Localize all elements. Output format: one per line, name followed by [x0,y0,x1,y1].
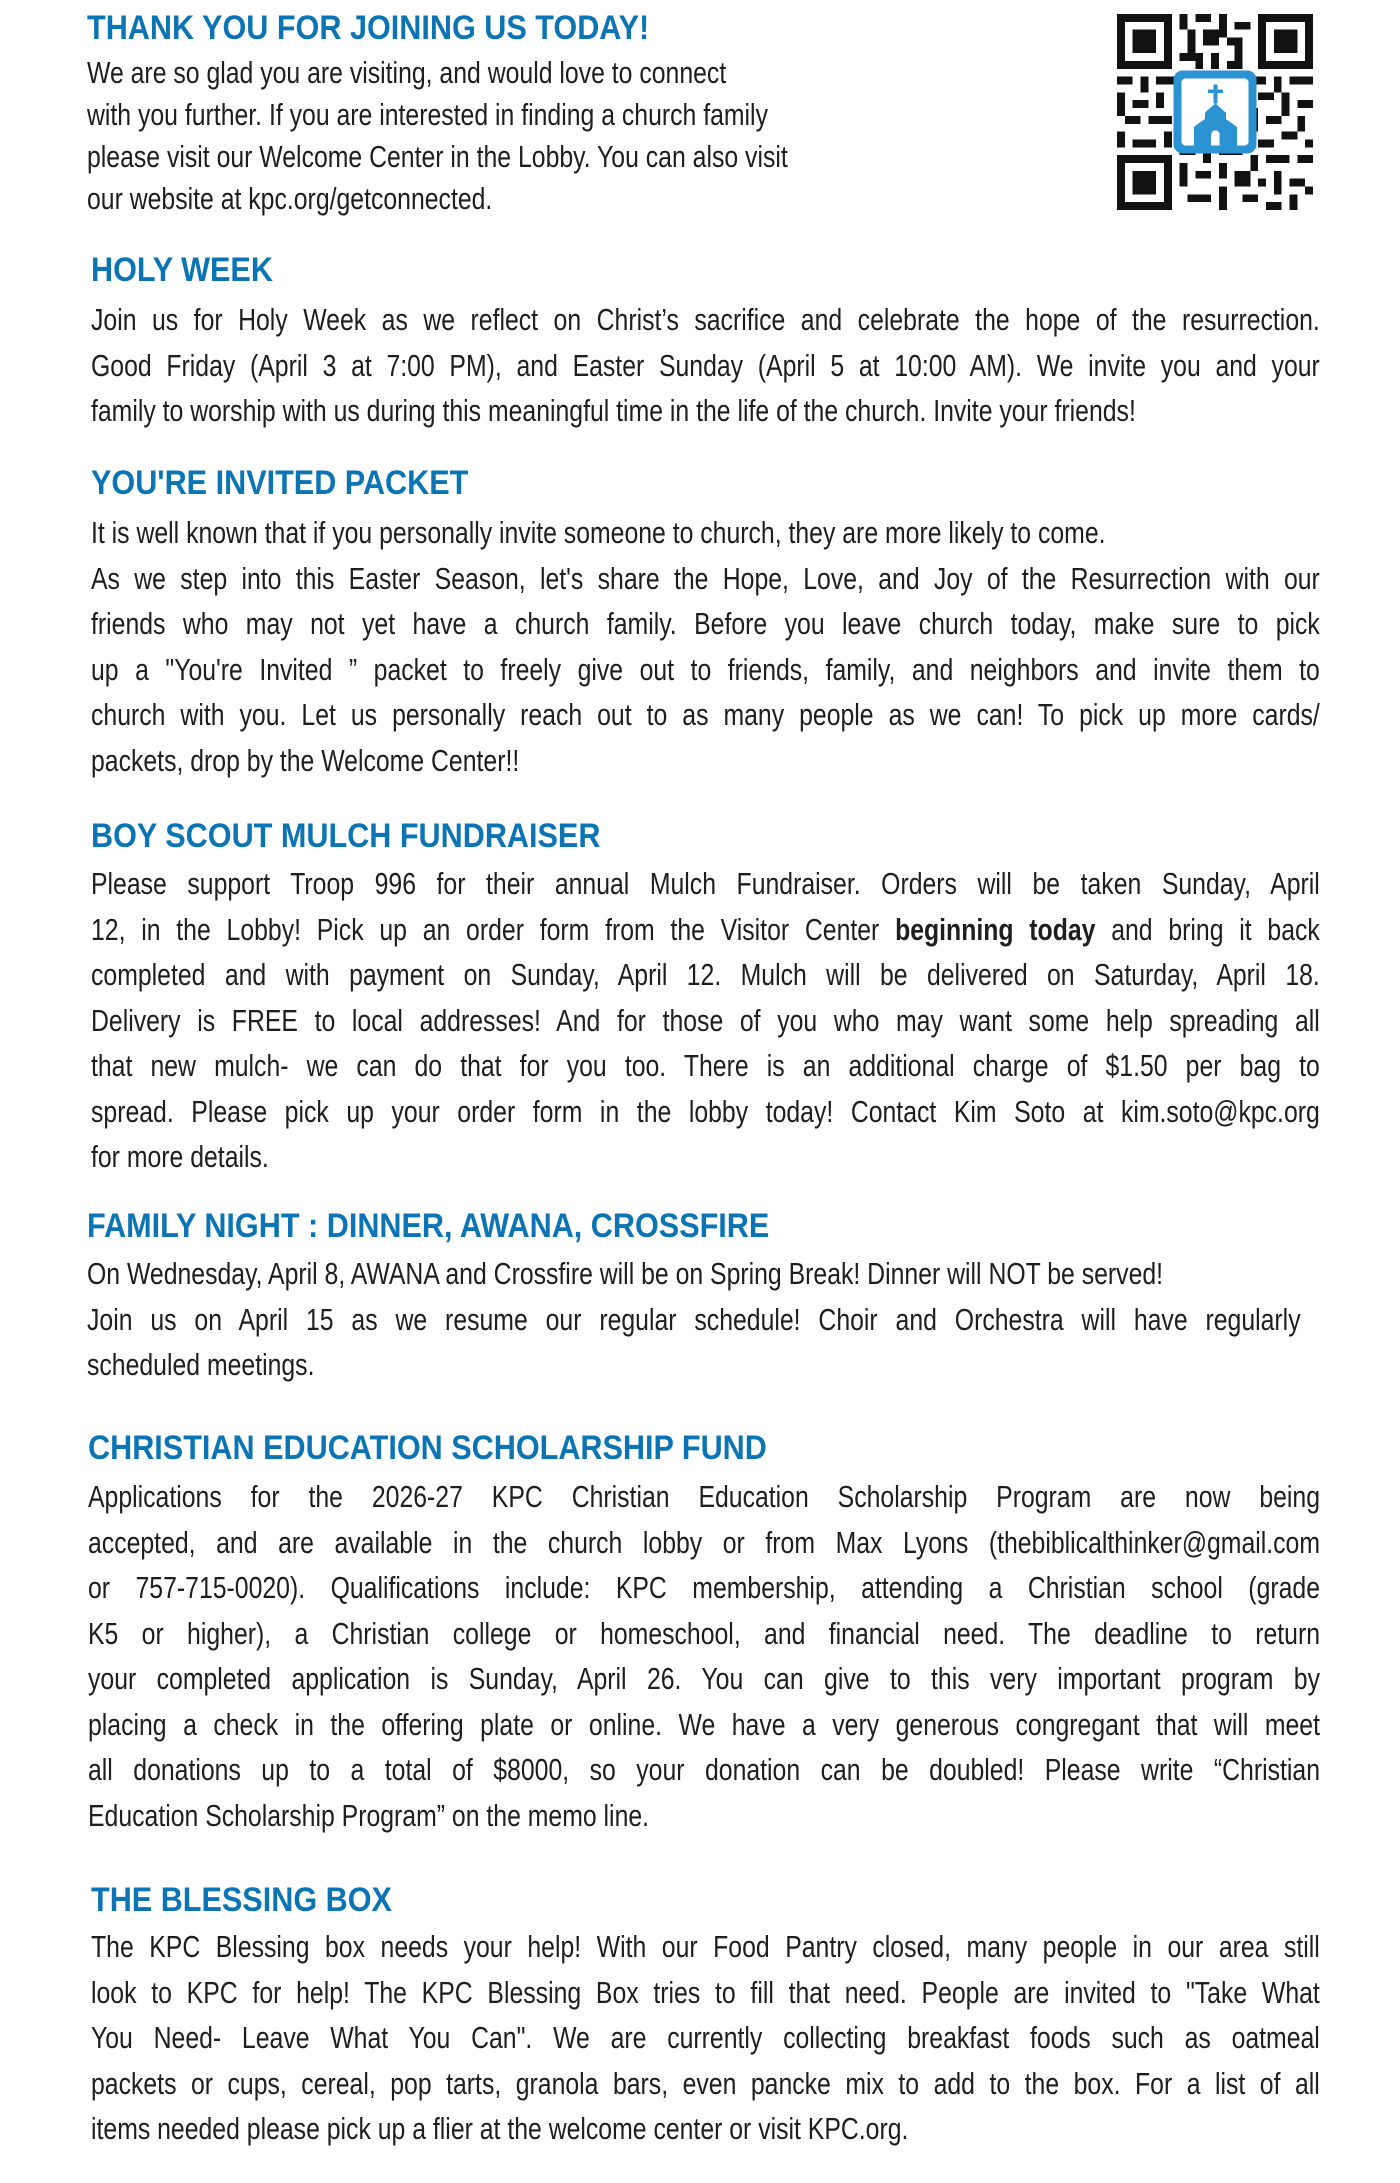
section-heading: THANK YOU FOR JOINING US TODAY! [87,9,650,47]
section-heading: THE BLESSING BOX [91,1881,392,1919]
body-line: completed and with payment on Sunday, April 12. Mulch will be delivered on Saturday, April 18. [91,957,1320,992]
church-qr-code-icon[interactable] [1117,14,1313,210]
body-line: our website at kpc.org/getconnected. [87,181,493,216]
body-line: or 757-715-0020). Qualifications include: KPC membership, attending a Christian school (grade [88,1570,1320,1605]
body-line: Join us on April 15 as we resume our regular schedule! Choir and Orchestra will have regularly [87,1301,1301,1337]
section-body [88,1474,1320,1838]
body-line: friends who may not yet have a church family. Before you leave church today, make sure to pick [91,606,1320,641]
body-line: for more details. [91,1139,269,1174]
body-line: Education Scholarship Program” on the memo line. [88,1797,650,1833]
body-line [91,907,1320,953]
section-heading: FAMILY NIGHT : DINNER, AWANA, CROSSFIRE [87,1207,770,1245]
section-heading: CHRISTIAN EDUCATION SCHOLARSHIP FUND [88,1429,767,1467]
body-line: all donations up to a total of $8000, so your donation can be doubled! Please write “Christian [88,1752,1320,1787]
body-line: Delivery is FREE to local addresses! And for those of you who may want some help spreading all [91,1002,1320,1038]
body-line: spread. Please pick up your order form in the lobby today! Contact Kim Soto at kim.soto@kpc.org [91,1093,1320,1129]
body-line: It is well known that if you personally invite someone to church, they are more likely to come. [91,515,1106,550]
body-text: 12, in the Lobby! Pick up an order form from the Visitor Center [91,911,896,947]
section-body [91,297,1320,434]
body-line: please visit our Welcome Center in the Lobby. You can also visit [87,139,788,174]
body-line: Join us for Holy Week as we reflect on Christ’s sacrifice and celebrate the hope of the resurrection. [91,302,1320,337]
body-line: The KPC Blessing box needs your help! With our Food Pantry closed, many people in our area still [91,1929,1320,1964]
section-heading: YOU'RE INVITED PACKET [91,464,469,502]
section-body [91,1924,1320,2152]
body-text: and bring it back [1095,911,1320,947]
body-line: look to KPC for help! The KPC Blessing Box tries to fill that need. People are invited to "Take What [91,1974,1320,2010]
body-line: K5 or higher), a Christian college or homeschool, and financial need. The deadline to return [88,1615,1320,1651]
body-line: packets, drop by the Welcome Center!! [91,742,520,778]
body-line: your completed application is Sunday, April 26. You can give to this very important program by [88,1661,1320,1696]
body-line: up a "You're Invited ” packet to freely give out to friends, family, and neighbors and invite them to [91,651,1320,687]
body-line: church with you. Let us personally reach out to as many people as we can! To pick up more cards/ [91,697,1320,732]
section-body [91,861,1320,1180]
body-line: family to worship with us during this meaningful time in the life of the church. Invite your friends! [91,393,1136,428]
body-line: Applications for the 2026-27 KPC Christian Education Scholarship Program are now being [88,1479,1320,1514]
body-line: with you further. If you are interested in finding a church family [87,97,768,132]
body-line: accepted, and are available in the church lobby or from Max Lyons (thebiblicalthinker@gmail.com [88,1524,1320,1560]
body-line: Please support Troop 996 for their annual Mulch Fundraiser. Orders will be taken Sunday, April [91,866,1320,901]
body-line: scheduled meetings. [87,1347,315,1382]
emphasis-text: beginning today [895,911,1096,947]
section-heading: HOLY WEEK [91,251,273,289]
body-line: packets or cups, cereal, pop tarts, granola bars, even pancke mix to add to the box. For a list of all [91,2065,1320,2101]
body-line: On Wednesday, April 8, AWANA and Crossfire will be on Spring Break! Dinner will NOT be served! [87,1256,1164,1291]
body-line: Good Friday (April 3 at 7:00 PM), and Easter Sunday (April 5 at 10:00 AM). We invite you and your [91,347,1320,383]
section-body [91,510,1320,783]
body-line: placing a check in the offering plate or online. We have a very generous congregant that will meet [88,1706,1320,1742]
section-body [87,1251,1316,1388]
body-line: We are so glad you are visiting, and would love to connect [87,55,727,90]
body-line: that new mulch- we can do that for you too. There is an additional charge of $1.50 per bag to [91,1048,1320,1083]
section-body [87,52,1047,220]
section-heading: BOY SCOUT MULCH FUNDRAISER [91,817,601,855]
body-line: You Need- Leave What You Can". We are currently collecting breakfast foods such as oatmeal [91,2020,1320,2055]
body-line: items needed please pick up a flier at the welcome center or visit KPC.org. [91,2111,909,2146]
body-line: As we step into this Easter Season, let's share the Hope, Love, and Joy of the Resurrection with our [91,560,1320,596]
